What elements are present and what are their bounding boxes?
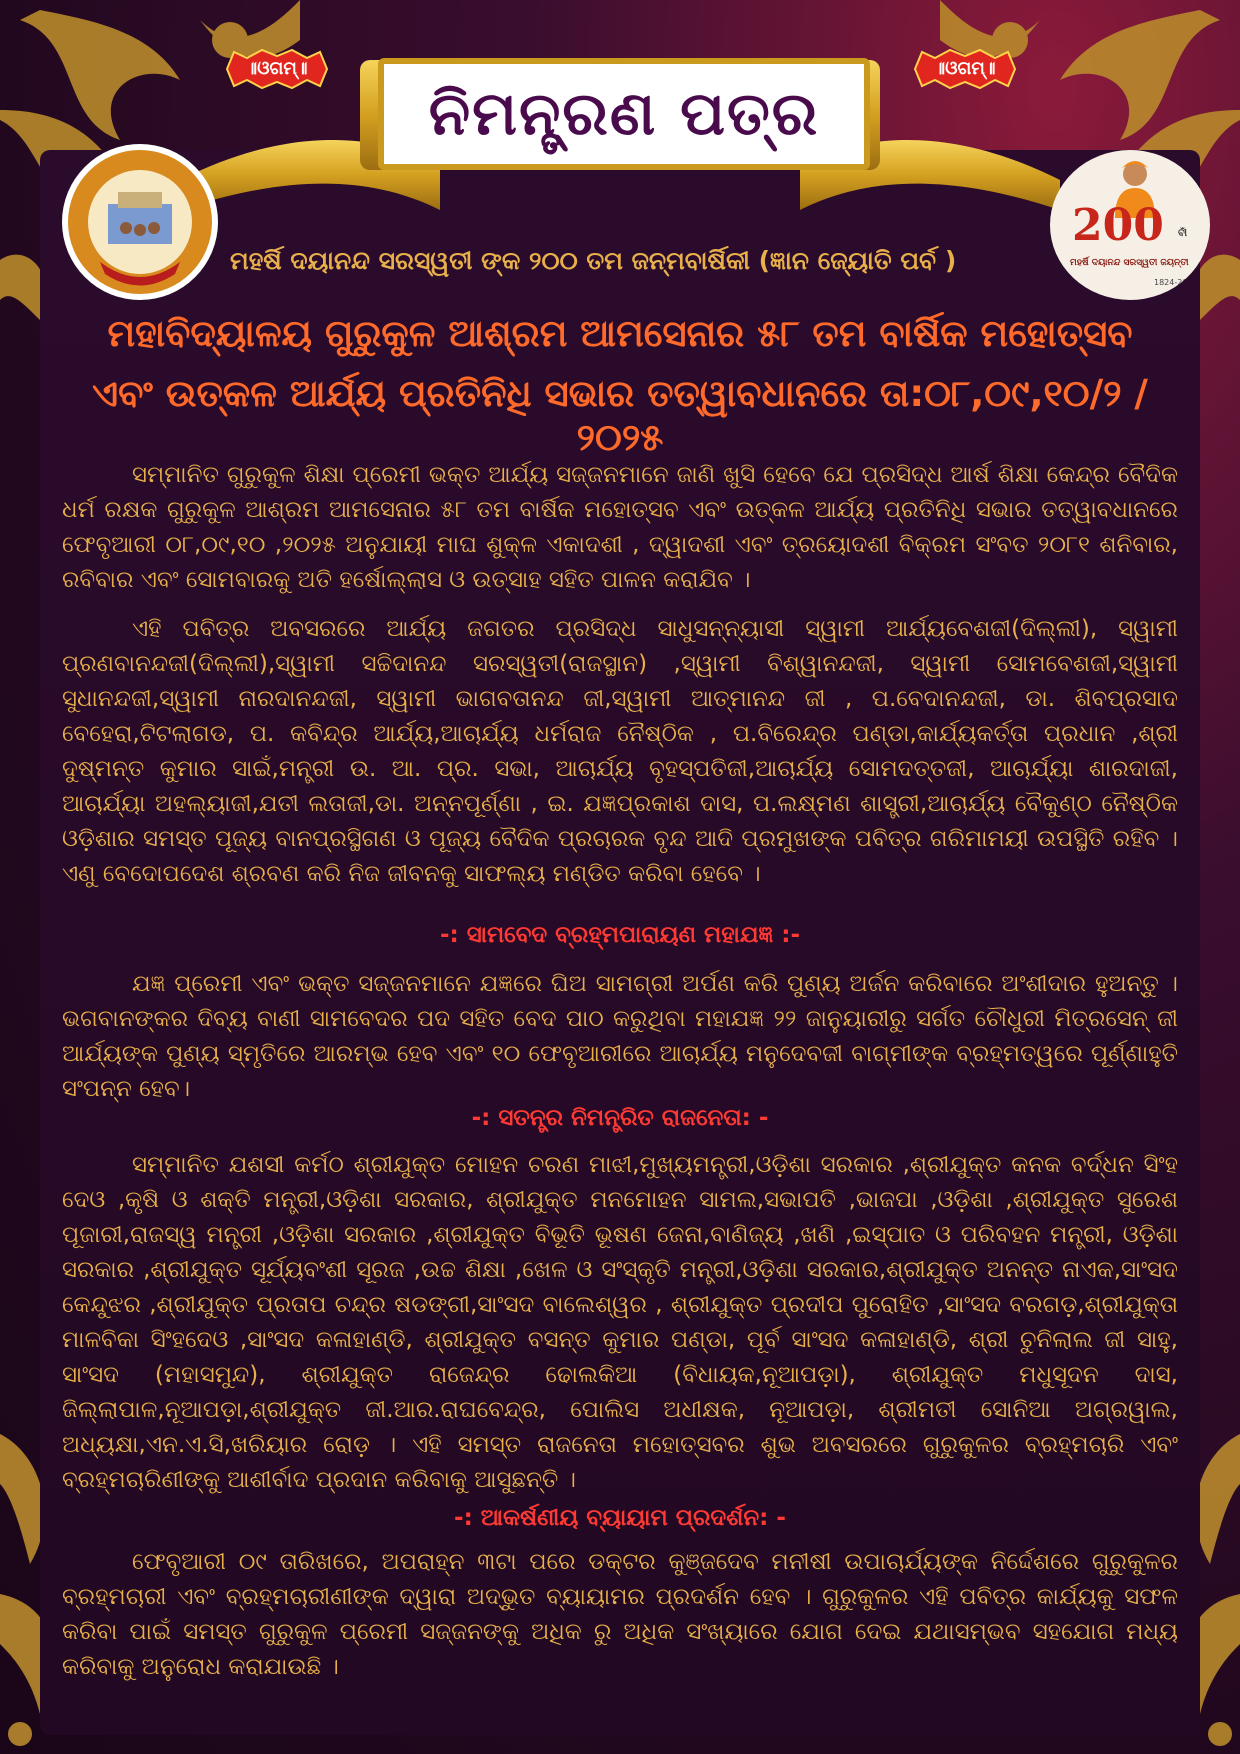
paragraph-yajna-text: ଯଜ୍ଞ ପ୍ରେମୀ ଏବଂ ଭକ୍ତ ସଜ୍ଜନମାନେ ଯଜ୍ଞରେ ଘିଅ ସାମଗ୍ରୀ ଅର୍ପଣ କରି ପୁଣ୍ୟ ଅର୍ଜନ କରିବାରେ ଅଂଶୀଦାର ହୁଅନ୍ତୁ । ଭଗବାନଙ୍କର ଦିବ୍ୟ ବାଣୀ ସାମବେଦର ପଦ ସହିତ ବେଦ ପାଠ କରୁଥିବା ମହାଯଜ୍ଞ ୨୨ ଜାନୁୟାରୀରୁ ସର୍ଗତ ଚୌଧୁରୀ ମିତ୍ରସେନ୍ ଜୀ ଆର୍ଯ୍ୟଙ୍କ ପୁଣ୍ୟ ସ୍ମୃତିରେ ଆରମ୍ଭ ହେବ ଏବଂ ୧୦ ଫେବୃଆରୀରେ ଆଚାର୍ଯ୍ୟ ମନୁଦେବଜୀ ବାଗ୍ମୀଙ୍କ ବ୍ରହ୍ମତ୍ୱରେ ପୂର୍ଣ୍ଣାହୁତି ସଂପନ୍ନ ହେବ। <box>62 971 1178 1102</box>
om-badge-right <box>910 48 1020 90</box>
bicentenary-years: 1824-2024 <box>1154 278 1198 287</box>
bicentenary-badge <box>1050 150 1210 300</box>
section-title-exercise: -: ଆକର୍ଷଣୀୟ ବ୍ୟାୟାମ ପ୍ରଦର୍ଶନ: - <box>454 1505 786 1531</box>
paragraph-intro-text: ସମ୍ମାନିତ ଗୁରୁକୁଳ ଶିକ୍ଷା ପ୍ରେମୀ ଭକ୍ତ ଆର୍ଯ୍ୟ ସଜ୍ଜନମାନେ ଜାଣି ଖୁସି ହେବେ ଯେ ପ୍ରସିଦ୍ଧ ଆର୍ଷ ଶିକ୍ଷା କେନ୍ଦ୍ର ବୈଦିକ ଧର୍ମ ରକ୍ଷକ ଗୁରୁକୁଳ ଆଶ୍ରମ ଆମସେନାର ୫୮ ତମ ବାର୍ଷିକ ମହୋତ୍ସବ ଏବଂ ଉତ୍କଳ ଆର୍ଯ୍ୟ ପ୍ରତିନିଧି ସଭାର ତତ୍ୱାବଧାନରେ ଫେବୃଆରୀ ୦୮,୦୯,୧୦ ,୨୦୨୫ ଅନୁଯାୟୀ ମାଘ ଶୁକ୍ଳ ଏକାଦଶୀ , ଦ୍ୱାଦଶୀ ଏବଂ ତ୍ରୟୋଦଶୀ ବିକ୍ରମ ସଂବତ ୨୦୮୧ ଶନିବାର, ରବିବାର ଏବଂ ସୋମବାରକୁ ଅତି ହର୍ଷୋଲ୍ଲାସ ଓ ଉତ୍ସାହ ସହିତ ପାଳନ କରାଯିବ । <box>62 462 1178 593</box>
page-title: ନିମନ୍ତ୍ରଣ ପତ୍ର <box>428 79 820 149</box>
paragraph-leaders <box>62 1148 1178 1498</box>
heading-line-2: ଏବଂ ଉତ୍କଳ ଆର୍ଯ୍ୟ ପ୍ରତିନିଧି ସଭାର ତତ୍ୱାବଧାନରେ ତା:୦୮,୦୯,୧୦/୨ / ୨୦୨୫ <box>92 372 1148 459</box>
gurukul-seal-logo <box>60 142 220 302</box>
title-box <box>378 58 870 170</box>
paragraph-yajna <box>62 967 1178 1107</box>
heading-line-1: ମହାବିଦ୍ୟାଳୟ ଗୁରୁକୁଳ ଆଶ୍ରମ ଆମସେନାର ୫୮ ତମ ବାର୍ଷିକ ମହୋତ୍ସବ <box>107 312 1133 355</box>
om-left-label: ॥ଓଗମ୍॥ <box>246 58 308 79</box>
section-title-yajna: -: ସାମବେଦ ବ୍ରହ୍ମପାରାୟଣ ମହାଯଜ୍ଞ :- <box>439 922 800 948</box>
paragraph-leaders-text: ସମ୍ମାନିତ ଯଶସୀ କର୍ମଠ ଶ୍ରୀଯୁକ୍ତ ମୋହନ ଚରଣ ମାଝୀ,ମୁଖ୍ୟମନ୍ତ୍ରୀ,ଓଡ଼ିଶା ସରକାର ,ଶ୍ରୀଯୁକ୍ତ କନକ ବର୍ଦ୍ଧନ ସିଂହ ଦେଓ ,କୃଷି ଓ ଶକ୍ତି ମନ୍ତ୍ରୀ,ଓଡ଼ିଶା ସରକାର, ଶ୍ରୀଯୁକ୍ତ ମନମୋହନ ସାମଲ,ସଭାପତି ,ଭାଜପା ,ଓଡ଼ିଶା ,ଶ୍ରୀଯୁକ୍ତ ସୁରେଶ ପୂଜାରୀ,ରାଜସ୍ୱ ମନ୍ତ୍ରୀ ,ଓଡ଼ିଶା ସରକାର ,ଶ୍ରୀଯୁକ୍ତ ବିଭୂତି ଭୂଷଣ ଜେନା,ବାଣିଜ୍ୟ ,ଖଣି ,ଇସ୍ପାତ ଓ ପରିବହନ ମନ୍ତ୍ରୀ, ଓଡ଼ିଶା ସରକାର ,ଶ୍ରୀଯୁକ୍ତ ସୂର୍ଯ୍ୟବଂଶୀ ସୂରଜ ,ଉଚ୍ଚ ଶିକ୍ଷା ,ଖେଳ ଓ ସଂସ୍କୃତି ମନ୍ତ୍ରୀ,ଓଡ଼ିଶା ସରକାର,ଶ୍ରୀଯୁକ୍ତ ଅନନ୍ତ ନାଏକ,ସାଂସଦ କେନ୍ଦୁଝର ,ଶ୍ରୀଯୁକ୍ତ ପ୍ରତାପ ଚନ୍ଦ୍ର ଷଡଙ୍ଗୀ,ସାଂସଦ ବାଲେଶ୍ୱର , ଶ୍ରୀଯୁକ୍ତ ପ୍ରଦୀପ ପୁରୋହିତ ,ସାଂସଦ ବରଗଡ଼,ଶ୍ରୀଯୁକ୍ତା ମାଳବିକା ସିଂହଦେଓ ,ସାଂସଦ କଳାହାଣ୍ଡି, ଶ୍ରୀଯୁକ୍ତ ବସନ୍ତ କୁମାର ପଣ୍ଡା, ପୂର୍ବ ସାଂସଦ କଳାହାଣ୍ଡି, ଶ୍ରୀ ଚୁନିଲାଲ ଜୀ ସାହୁ, ସାଂସଦ (ମହାସମୁନ୍ଦ), ଶ୍ରୀଯୁକ୍ତ ରାଜେନ୍ଦ୍ର ଢୋଲକିଆ (ବିଧାୟକ,ନୂଆପଡ଼ା), ଶ୍ରୀଯୁକ୍ତ ମଧୁସୂଦନ ଦାସ, ଜିଲ୍ଲାପାଳ,ନୂଆପଡ଼ା,ଶ୍ରୀଯୁକ୍ତ ଜୀ.ଆର.ରାଘବେନ୍ଦ୍ର, ପୋଲିସ ଅଧୀକ୍ଷକ, ନୂଆପଡ଼ା, ଶ୍ରୀମତୀ ସୋନିଆ ଅଗ୍ରୱାଲ, ଅଧ୍ୟକ୍ଷା,ଏନ.ଏ.ସି,ଖରିୟାର ରୋଡ଼ । ଏହି ସମସ୍ତ ରାଜନେତା ମହୋତ୍ସବର ଶୁଭ ଅବସରରେ ଗୁରୁକୁଳର ବ୍ରହ୍ମଚାରି ଏବଂ ବ୍ରହ୍ମଚାରିଣୀଙ୍କୁ ଆଶୀର୍ବାଦ ପ୍ରଦାନ କରିବାକୁ ଆସୁଛନ୍ତି । <box>62 1152 1178 1493</box>
paragraph-intro <box>62 458 1178 598</box>
paragraph-exercise <box>62 1545 1178 1685</box>
bicentenary-number: 200 <box>1072 200 1164 251</box>
bicentenary-logo <box>1050 150 1210 300</box>
bicentenary-superscript: ବୀଁ <box>1178 228 1187 239</box>
subheading: ମହର୍ଷି ଦୟାନନ୍ଦ ସରସ୍ୱତୀ ଙ୍କ ୨୦୦ ତମ ଜନ୍ମବାର୍ଷିକୀ (ଜ୍ଞାନ ଜ୍ୟୋତି ପର୍ବ ) <box>230 246 957 275</box>
paragraph-exercise-text: ଫେବୃଆରୀ ୦୯ ତାରିଖରେ, ଅପରାହ୍ନ ୩ଟା ପରେ ଡକ୍ଟର କୁଞ୍ଜଦେବ ମନୀଷୀ ଉପାଚାର୍ଯ୍ୟଙ୍କ ନିର୍ଦ୍ଦେଶରେ ଗୁରୁକୁଳର ବ୍ରହ୍ମଚାରୀ ଏବଂ ବ୍ରହ୍ମଚାରୀଣୀଙ୍କ ଦ୍ୱାରା ଅଦ୍ଭୁତ ବ୍ୟାୟାମର ପ୍ରଦର୍ଶନ ହେବ । ଗୁରୁକୁଳର ଏହି ପବିତ୍ର କାର୍ଯ୍ୟକୁ ସଫଳ କରିବା ପାଇଁ ସମସ୍ତ ଗୁରୁକୁଳ ପ୍ରେମୀ ସଜ୍ଜନଙ୍କୁ ଅଧିକ ରୁ ଅଧିକ ସଂଖ୍ୟାରେ ଯୋଗ ଦେଇ ଯଥାସମ୍ଭବ ସହଯୋଗ ମଧ୍ୟ କରିବାକୁ ଅନୁରୋଧ କରାଯାଉଛି । <box>62 1549 1178 1680</box>
om-right-label: ॥ଓଗମ୍॥ <box>934 58 996 79</box>
paragraph-guests <box>62 612 1178 892</box>
paragraph-guests-text: ଏହି ପବିତ୍ର ଅବସରରେ ଆର୍ଯ୍ୟ ଜଗତର ପ୍ରସିଦ୍ଧ ସାଧୁସନ୍ନ୍ୟାସୀ ସ୍ୱାମୀ ଆର୍ଯ୍ୟବେଶଜୀ(ଦିଲ୍ଲୀ), ସ୍ୱାମୀ ପ୍ରଣବାନନ୍ଦଜୀ(ଦିଲ୍ଲୀ),ସ୍ୱାମୀ ସଚ୍ଚିଦାନନ୍ଦ ସରସ୍ୱତୀ(ରାଜସ୍ଥାନ) ,ସ୍ୱାମୀ ବିଶ୍ୱାନନ୍ଦଜୀ, ସ୍ୱାମୀ ସୋମବେଶଜୀ,ସ୍ୱାମୀ ସୁଧାନନ୍ଦଜୀ,ସ୍ୱାମୀ ନାରଦାନନ୍ଦଜୀ, ସ୍ୱାମୀ ଭାଗବତାନନ୍ଦ ଜୀ,ସ୍ୱାମୀ ଆତ୍ମାନନ୍ଦ ଜୀ , ପ.ବେଦାନନ୍ଦଜୀ, ଡା. ଶିବପ୍ରସାଦ ବେହେରା,ଟିଟଲାଗଡ, ପ. କବିନ୍ଦ୍ର ଆର୍ଯ୍ୟ,ଆଚାର୍ଯ୍ୟ ଧର୍ମରାଜ ନୈଷ୍ଠିକ , ପ.ବିରେନ୍ଦ୍ର ପଣ୍ଡା,କାର୍ଯ୍ୟକର୍ତ୍ତା ପ୍ରଧାନ ,ଶ୍ରୀ ଦୁଷ୍ମନ୍ତ କୁମାର ସାଇଁ,ମନ୍ତ୍ରୀ ଉ. ଆ. ପ୍ର. ସଭା, ଆଚାର୍ଯ୍ୟ ବୃହସ୍ପତିଜୀ,ଆଚାର୍ଯ୍ୟ ସୋମଦତ୍ତଜୀ, ଆଚାର୍ଯ୍ୟା ଶାରଦାଜୀ, ଆଚାର୍ଯ୍ୟା ଅହଲ୍ୟାଜୀ,ଯତୀ ଲତାଜୀ,ଡା. ଅନ୍ନପୂର୍ଣ୍ଣା , ଇ. ଯଜ୍ଞପ୍ରକାଶ ଦାସ, ପ.ଲକ୍ଷ୍ମଣ ଶାସ୍ତ୍ରୀ,ଆଚାର୍ଯ୍ୟ ବୈକୁଣ୍ଠ ନୈଷ୍ଠିକ ଓଡ଼ିଶାର ସମସ୍ତ ପୂଜ୍ୟ ବାନପ୍ରସ୍ଥିଗଣ ଓ ପୂଜ୍ୟ ବୈଦିକ ପ୍ରଚାରକ ବୃନ୍ଦ ଆଦି ପ୍ରମୁଖଙ୍କ ପବିତ୍ର ଗରିମାମୟୀ ଉପସ୍ଥିତି ରହିବ । ଏଣୁ ବେଦୋପଦେଶ ଶ୍ରବଣ କରି ନିଜ ଜୀବନକୁ ସାଫଲ୍ୟ ମଣ୍ଡିତ କରିବା ହେବେ । <box>62 616 1178 887</box>
om-badge-left <box>222 48 332 90</box>
section-title-leaders: -: ସତନ୍ତ୍ର ନିମନ୍ତ୍ରିତ ରାଜନେତା: - <box>471 1105 769 1131</box>
bicentenary-text: ମହର୍ଷି ଦୟାନନ୍ଦ ସରସ୍ୱତୀ ଜୟନ୍ତୀ <box>1070 258 1189 268</box>
